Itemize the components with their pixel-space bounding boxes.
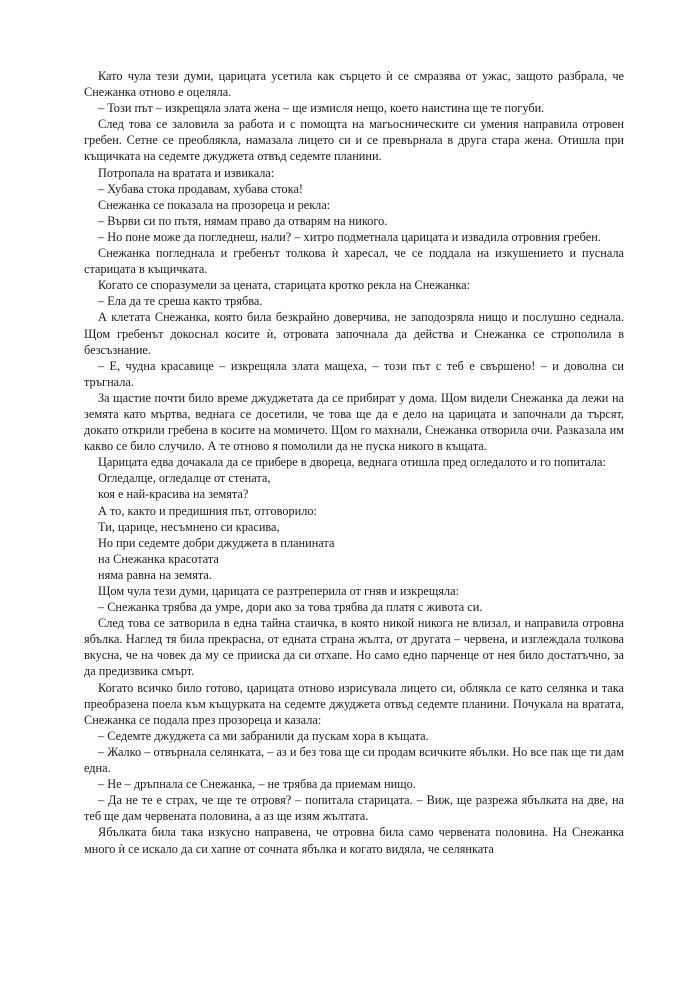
verse-line: Огледалце, огледалце от стената,: [98, 471, 271, 486]
dialogue-line: – Но поне може да погледнеш, нали? – хитро подметнала царицата и извадила отровния гребен.: [98, 229, 601, 244]
dialogue-line: – Е, чудна красавице – изкрещяла злата мащеха, – този път с теб е свършено! – и доволна си тръгнала.: [84, 358, 624, 389]
dialogue-line: – Не – дръпнала се Снежанка, – не трябва да приемам нищо.: [98, 777, 416, 792]
verse-line: коя е най-красива на земята?: [98, 487, 249, 502]
paragraph: Ябълката била така изкусно направена, че отровна била само червената половина. На Снежанка много ѝ се искало да си хапне от сочната ябълка и когато видяла, че селянката: [84, 825, 624, 856]
dialogue-line: – Хубава стока продавам, хубава стока!: [98, 181, 304, 196]
paragraph: А то, както и предишния път, отговорило:: [98, 503, 317, 518]
paragraph: Потропала на вратата и извикала:: [98, 165, 275, 180]
paragraph: Снежанка погледнала и гребенът толкова ѝ харесал, че се поддала на изкушението и пуснала старицата в къщичката.: [84, 246, 624, 277]
paragraph: Снежанка се показала на прозореца и рекла:: [98, 197, 331, 212]
paragraph: След това се затворила в една тайна стаичка, в която никой никога не влизал, и направила отровна ябълка. Наглед тя била прекрасна, от едната страна жълта, от другата – червена, и изглеждала толкова вкусна, че на човек да му се прииска да си отхапе. Но само едно парченце от нея било достатъчно, за да предизвика смърт.: [84, 616, 624, 679]
dialogue-line: – Върви си по пътя, нямам право да отварям на никого.: [98, 213, 388, 228]
paragraph: А клетата Снежанка, която била безкрайно доверчива, не заподозряла нищо и послушно седнала. Щом гребенът докоснал косите ѝ, отровата започнала да действа и Снежанка се строполила в безсъзнание.: [84, 310, 624, 357]
document-page: [84, 68, 624, 857]
dialogue-line: – Ела да те среша както трябва.: [98, 294, 263, 309]
paragraph: Царицата едва дочакала да се прибере в двореца, веднага отишла пред огледалото и го попитала:: [98, 455, 606, 470]
paragraph: Щом чула тези думи, царицата се разтреперила от гняв и изкрещяла:: [98, 584, 460, 598]
dialogue-line: – Снежанка трябва да умре, дори ако за това трябва да платя с живота си.: [98, 600, 483, 615]
dialogue-line: – Да не те е страх, че ще те отровя? – попитала старицата. – Виж, ще разрежа ябълката на две, на теб ще дам червената половина, а аз ще изям жълтата.: [84, 793, 624, 824]
verse-line: Ти, царице, несъмнено си красива,: [98, 519, 280, 534]
verse-line: на Снежанка красотата: [98, 551, 219, 566]
verse-line: Но при седемте добри джуджета в планината: [98, 535, 335, 550]
dialogue-line: – Седемте джуджета са ми забранили да пускам хора в къщата.: [98, 728, 429, 743]
dialogue-line: – Този път – изкрещяла злата жена – ще измисля нещо, което наистина ще те погуби.: [98, 101, 545, 116]
paragraph: Когато всичко било готово, царицата отново изрисувала лицето си, облякла се като селянка и така преобразена поела към къщурката на седемте джуджета отвъд седемте планини. Почукала на вратата, Снежанка се подала през прозореца и казала:: [84, 680, 624, 727]
paragraph: Като чула тези думи, царицата усетила как сърцето ѝ се смразява от ужас, защото разбрала, че Снежанка отново е оцеляла.: [84, 69, 624, 100]
paragraph: Когато се споразумели за цената, старицата кротко рекла на Снежанка:: [98, 278, 470, 293]
paragraph: След това се заловила за работа и с помощта на магьосническите си умения направила отровен гребен. Сетне се преоблякла, намазала лицето си и се превърнала в друга стара жена. Отишла при къщичката на седемте джуджета отвъд седемте планини.: [84, 117, 624, 164]
verse-line: няма равна на земята.: [98, 567, 212, 582]
paragraph: За щастие почти било време джуджетата да се прибират у дома. Щом видели Снежанка да лежи на земята като мъртва, веднага се досетили, че това ще да е дело на царицата и започнали да търсят, докато открили гребена в косите на момичето. Щом го махнали, Снежанка отворила очи. Разказала им какво се било случило. А те отново я помолили да не пуска никого в къщата.: [84, 390, 624, 454]
dialogue-line: – Жалко – отвърнала селянката, – аз и без това ще си продам всичките ябълки. Но все пак ще ти дам една.: [84, 744, 624, 776]
